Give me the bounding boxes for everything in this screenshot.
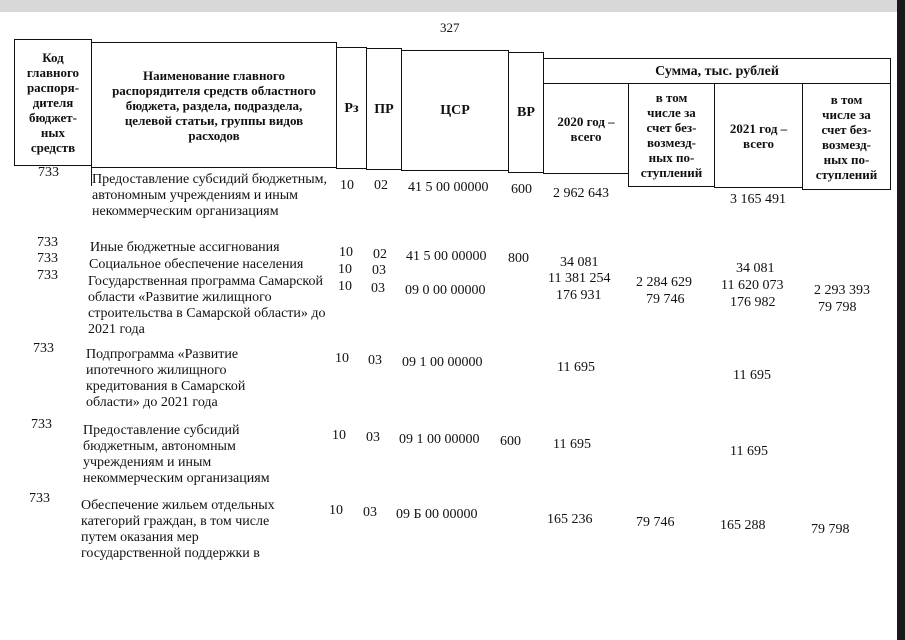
- row-rz: 10: [332, 428, 346, 443]
- row-vr: 600: [500, 434, 521, 449]
- row-code: 733: [31, 417, 52, 432]
- header-2020-total: 2020 год – всего: [543, 83, 629, 174]
- row-csr: 09 Б 00 00000: [396, 507, 478, 522]
- row-2020-free: 79 746: [646, 292, 685, 307]
- row-code: 733: [37, 268, 58, 283]
- row-code: 733: [37, 251, 58, 266]
- header-csr: ЦСР: [401, 50, 509, 171]
- row-2020: 11 381 254: [548, 271, 611, 286]
- row-2020-free: 79 746: [636, 515, 675, 530]
- row-pr: 03: [371, 281, 385, 296]
- row-pr: 03: [366, 430, 380, 445]
- row-2021: 11 620 073: [721, 278, 784, 293]
- row-2021: 11 695: [733, 368, 771, 383]
- row-name: Социальное обеспечение населения: [89, 257, 304, 272]
- header-sum: Сумма, тыс. рублей: [543, 58, 891, 84]
- header-2021-total: 2021 год – всего: [714, 83, 803, 188]
- row-2020: 176 931: [556, 288, 602, 303]
- row-2020: 34 081: [560, 255, 599, 270]
- row-2021-free: 2 293 393: [814, 283, 870, 298]
- row-rz: 10: [338, 262, 352, 277]
- row-code: 733: [37, 235, 58, 250]
- row-2021: 165 288: [720, 518, 766, 533]
- row-rz: 10: [340, 178, 354, 193]
- header-name: Наименование главного распорядителя средств областного бюджета, раздела, подраздела, целевой статьи, группы видов расходов: [91, 42, 337, 168]
- row-code: 733: [29, 491, 50, 506]
- row-2021-free: 79 798: [818, 300, 857, 315]
- header-vr: ВР: [508, 52, 544, 173]
- row-2021: 3 165 491: [730, 192, 786, 207]
- row-vr: 800: [508, 251, 529, 266]
- scan-right-edge: [897, 0, 905, 640]
- row-csr: 41 5 00 00000: [406, 249, 487, 264]
- row-2021: 11 695: [730, 444, 768, 459]
- row-2020: 165 236: [547, 512, 593, 527]
- row-2020-free: 2 284 629: [636, 275, 692, 290]
- page-number: 327: [440, 20, 460, 35]
- scan-top-edge: [0, 0, 905, 12]
- row-rz: 10: [339, 245, 353, 260]
- row-vr: 600: [511, 182, 532, 197]
- header-2020-free: в том числе за счет без-возмезд-ных по-ступлений: [628, 83, 715, 187]
- row-code: 733: [33, 341, 54, 356]
- row-2020: 11 695: [557, 360, 595, 375]
- row-pr: 03: [368, 353, 382, 368]
- row-name: Предоставление субсидий бюджетным, автономным учреждениям и иным некоммерческим организациям: [92, 172, 328, 219]
- row-code: 733: [38, 165, 59, 180]
- row-2020: 2 962 643: [553, 186, 609, 201]
- row-rz: 10: [329, 503, 343, 518]
- row-2021-free: 79 798: [811, 522, 850, 537]
- row-2021: 176 982: [730, 295, 776, 310]
- row-csr: 09 1 00 00000: [402, 355, 483, 370]
- header-code: Код главного распоря-дителя бюджет-ных средств: [14, 39, 92, 166]
- row-pr: 02: [373, 247, 387, 262]
- row-name: Иные бюджетные ассигнования: [90, 240, 280, 255]
- row-name: Подпрограмма «Развитие ипотечного жилищного кредитования в Самарской области» до 2021 года: [86, 347, 246, 410]
- row-csr: 09 0 00 00000: [405, 283, 486, 298]
- row-csr: 41 5 00 00000: [408, 180, 489, 195]
- row-pr: 02: [374, 178, 388, 193]
- header-rz: Рз: [336, 47, 367, 169]
- row-2020: 11 695: [553, 437, 591, 452]
- row-name: Государственная программа Самарской области «Развитие жилищного строительства в Самарской области» до 2021 года: [88, 274, 326, 337]
- row-name: Предоставление субсидий бюджетным, автономным учреждениям и иным некоммерческим организациям: [83, 423, 270, 486]
- row-pr: 03: [363, 505, 377, 520]
- row-pr: 03: [372, 263, 386, 278]
- header-pr: ПР: [366, 48, 402, 170]
- row-name: Обеспечение жильем отдельных категорий граждан, в том числе путем оказания мер государственной поддержки в: [81, 498, 275, 561]
- row-csr: 09 1 00 00000: [399, 432, 480, 447]
- header-2021-free: в том числе за счет без-возмезд-ных по-ступлений: [802, 83, 891, 190]
- row-2021: 34 081: [736, 261, 775, 276]
- row-rz: 10: [338, 279, 352, 294]
- row-rz: 10: [335, 351, 349, 366]
